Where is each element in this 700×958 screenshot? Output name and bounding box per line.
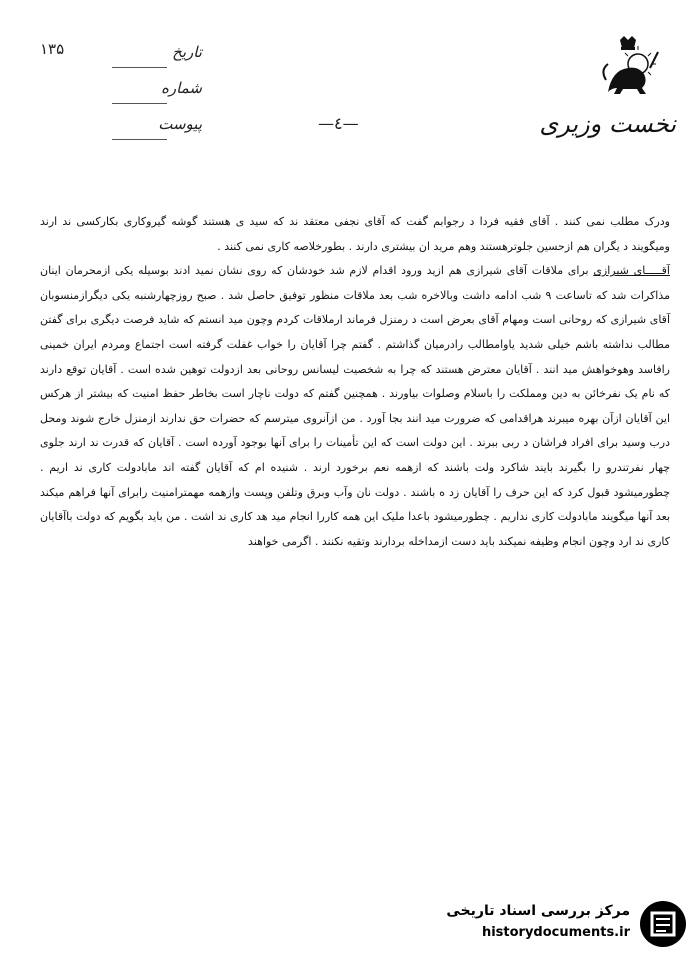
date-line	[112, 67, 167, 68]
archive-watermark	[430, 895, 696, 951]
paragraph-1: ودرک مطلب نمی کنند . آقای فقیه فردا د رجوابم گفت که آقای نجفی معتقد ند که سید ی هستند گوشه گیروکاری بکارکسی ند ارند ومیگویند د یگران هم ازحسین جلوترهستند وهم مرید ان بیشتری دارند . بطورخلاصه کاری نمی کنند .	[40, 215, 670, 253]
paragraph-2	[40, 259, 670, 554]
archive-logo-icon	[638, 899, 688, 949]
date-field	[112, 40, 202, 76]
letter-body	[40, 210, 670, 554]
section-heading: آقـــــای شیرازی	[593, 264, 670, 278]
watermark-url: historydocuments.ir	[481, 925, 630, 940]
meta-fields	[112, 40, 202, 148]
attachment-line	[112, 139, 167, 140]
number-field	[112, 76, 202, 112]
attachment-label: پیوست	[158, 115, 202, 133]
attachment-field	[112, 112, 202, 148]
paragraph-2-text: برای ملاقات آقای شیرازی هم ازید ورود اقدام لازم شد خودشان که روی نشان نمید ادند بوسیله یکی ازمحرمان اینان مذاکرات شد که تاساعت ۹ شب ادامه داشت وبالاخره شب بعد ملاقات منظور توفیق حاصل شد . صبح روزچهارشنبه یکی دیگرازمنسوبان آقای شیرازی که روحانی است ومهام آقای بعرض است د رمنزل فرماند ارملاقات کردم وچون مید انستم که شاید فرصت دیگری برای گفتن مطالب نداشته باشم خیلی شدید یاوامطالب رادرمیان گذاشتم . گفتم چرا آقایان را خواب غفلت گرفته است اجتماع ومردم ایران خمینی رافاسد وهوخواهش مید انند . آقایان معترض هستند که چرا به شخصیت لیسانس روحانی بعد ازدولت توهین شده است . آقایان توقع دارند که نام یک نفرخائن به دین ومملکت را باسلام وصلوات بیاورند . همچنین گفتم که دولت ناچار است بخاطر حفظ امنیت که بیشتر از هرکس این آقایان ازآن بهره میبرند هراقدامی که ضرورت مید انند بجا آورد . من ازآنروی میترسم که حضرات حق ندارند ازمنزل خارج شوند ومحل درب وسید برای افراد فراشان د ربی ببرند . این دولت است که این تأمینات را برای آنها بوجود آورده است . آقایان که قدرت ند ارند جلوی چهار نفرتندرو را بگیرند بایند شاکرد ولت باشند که ازهمه نعم برخورد ارند . شنیده ام که آقایان گفته اند مابادولت کاری ند اریم . چطورمیشود قبول کرد که این حرف را آقایان زد ه باشند . دولت نان وآب وبرق وتلفن وپست وازهمه مهمترامنیت رابرای آنها فراهم میکند بعد آنها میگویند مابادولت کاری نداریم . چطورمیشود باعدا ملیک این همه کاررا انجام مید هد کاری ند اشت . من باید بگویم که دولت باآقایان کاری ند ارد وچون انجام وظیفه نمیکند باید دست ازمداخله بردارند وتقیه نکنند . اگرمی خواهند	[40, 264, 670, 548]
number-line	[112, 103, 167, 104]
sheet-number: —٤—	[318, 114, 359, 133]
watermark-persian: مرکز بررسی اسناد تاریخی	[446, 903, 630, 919]
page-number: ۱۳۵	[40, 40, 65, 58]
number-label: شماره	[161, 79, 202, 97]
date-label: تاریخ	[172, 43, 202, 61]
lion-and-sun-emblem-icon	[594, 34, 664, 104]
office-title: نخست وزیری	[539, 110, 676, 138]
